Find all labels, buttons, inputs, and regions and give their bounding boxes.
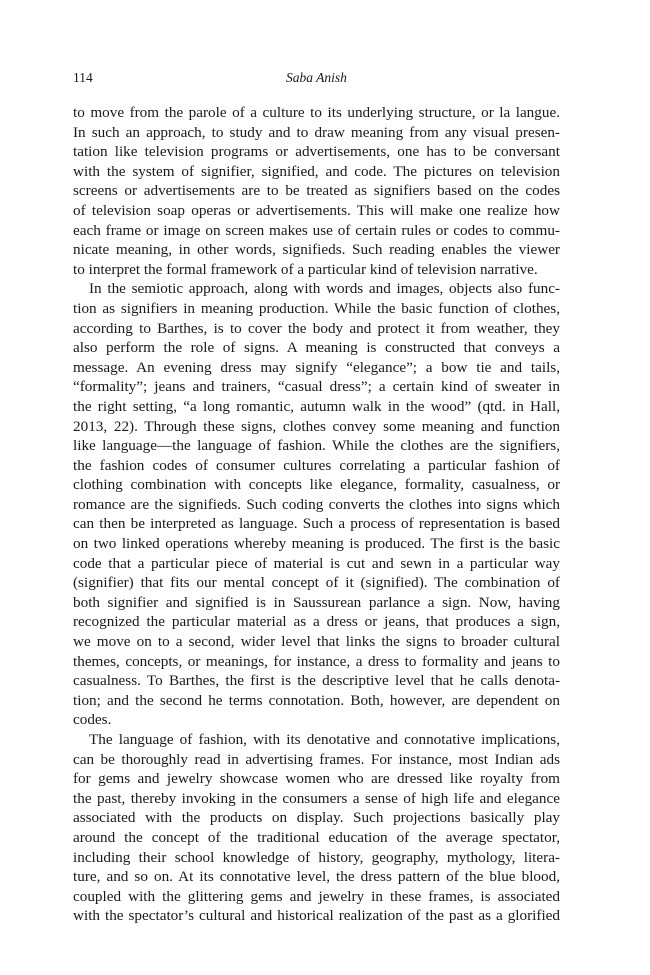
text-line: both signifier and signified is in Saussurean parlance a sign. Now, having — [73, 593, 560, 611]
text-line: can be thoroughly read in advertising frames. For instance, most Indian ads — [73, 750, 560, 768]
running-head — [73, 70, 560, 88]
text-line: we move on to a second, wider level that links the signs to broader cultural — [73, 633, 560, 651]
text-line: “formality”; jeans and trainers, “casual dress”; a certain kind of sweater in — [73, 378, 560, 396]
body-text — [73, 103, 560, 926]
text-line: In such an approach, to study and to draw meaning from any visual presen- — [73, 123, 560, 141]
text-line: recognized the particular material as a dress or jeans, that produces a sign, — [73, 613, 560, 631]
text-line: each frame or image on screen makes use of certain rules or codes to commu- — [73, 221, 560, 239]
text-line: In the semiotic approach, along with words and images, objects also func- — [89, 280, 560, 298]
text-line: around the concept of the traditional education of the average spectator, — [73, 828, 560, 846]
text-line: tation like television programs or advertisements, one has to be conversant — [73, 143, 560, 161]
text-line: (signifier) that fits our mental concept of it (signified). The combination of — [73, 574, 560, 592]
text-line: romance are the signifieds. Such coding converts the clothes into signs which — [73, 495, 560, 513]
text-line: casualness. To Barthes, the first is the descriptive level that he calls denota- — [73, 672, 560, 690]
text-line: associated with the products on display. Such projections basically play — [73, 809, 560, 827]
text-line: on two linked operations whereby meaning is produced. The first is the basic — [73, 535, 560, 553]
text-line: code that a particular piece of material is cut and sewn in a particular way — [73, 554, 560, 572]
text-line: the right setting, “a long romantic, autumn walk in the wood” (qtd. in Hall, — [73, 397, 560, 415]
text-line: also perform the role of signs. A meaning is constructed that conveys a — [73, 339, 560, 357]
text-line: 2013, 22). Through these signs, clothes convey some meaning and function — [73, 417, 560, 435]
text-line: screens or advertisements are to be treated as signifiers based on the codes — [73, 182, 560, 200]
text-line: tion as signifiers in meaning production. While the basic function of clothes, — [73, 299, 560, 317]
text-line: with the system of signifier, signified, and code. The pictures on television — [73, 162, 560, 180]
text-line: The language of fashion, with its denotative and connotative implications, — [89, 731, 560, 748]
text-line: the past, thereby invoking in the consumers a sense of high life and elegance — [73, 789, 560, 807]
text-line: with the spectator’s cultural and historical realization of the past as a glorified — [73, 907, 560, 925]
page-number: 114 — [73, 70, 93, 85]
text-line: including their school knowledge of history, geography, mythology, litera- — [73, 848, 560, 866]
text-line: message. An evening dress may signify “elegance”; a bow tie and tails, — [73, 358, 560, 376]
text-line: tion; and the second he terms connotation. Both, however, are dependent on — [73, 691, 560, 709]
text-line: of television soap operas or advertisements. This will make one realize how — [73, 201, 560, 219]
text-line: coupled with the glittering gems and jewelry in these frames, is associated — [73, 887, 560, 905]
text-line: for gems and jewelry showcase women who are dressed like royalty from — [73, 770, 560, 788]
text-line: according to Barthes, is to cover the body and protect it from weather, they — [73, 319, 560, 337]
text-line: clothing combination with concepts like elegance, formality, casualness, or — [73, 476, 560, 494]
text-line: to interpret the formal framework of a particular kind of television narrative. — [73, 260, 538, 278]
text-line: nicate meaning, in other words, signifieds. Such reading enables the viewer — [73, 241, 560, 259]
text-line: to move from the parole of a culture to its underlying structure, or la langue. — [73, 104, 560, 121]
text-line: ture, and so on. At its connotative level, the dress pattern of the blue blood, — [73, 868, 560, 886]
text-line: themes, concepts, or meanings, for instance, a dress to formality and jeans to — [73, 652, 560, 670]
text-line: can then be interpreted as language. Such a process of representation is based — [73, 515, 560, 533]
running-title: Saba Anish — [286, 70, 347, 85]
text-line: the fashion codes of consumer cultures correlating a particular fashion of — [73, 456, 560, 474]
text-line: like language—the language of fashion. While the clothes are the signifiers, — [73, 437, 560, 455]
text-line: codes. — [73, 711, 112, 729]
